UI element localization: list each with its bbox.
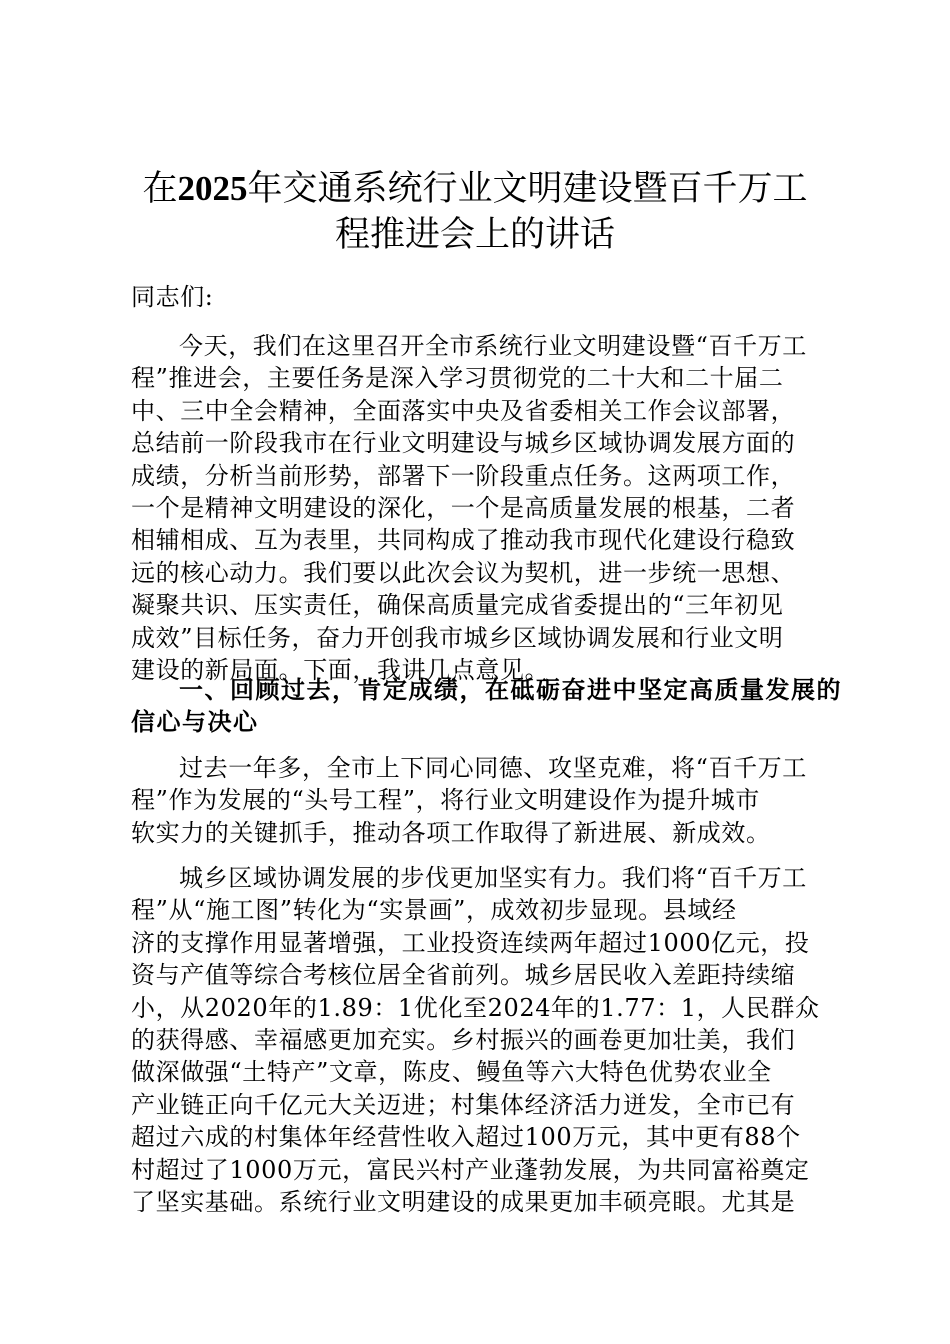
text-line: 小，从2020年的1.89：1优化至2024年的1.77：1，人民群众 [131,993,820,1022]
text-line: 城乡区域协调发展的步伐更加坚实有力。我们将“百千万工 [179,864,807,892]
title-rest: 年交通系统行业文明建设暨百千万工 [247,169,808,209]
text-line: 建设的新局面。下面，我讲几点意见。 [131,656,550,685]
text-line: 一个是精神文明建设的深化，一个是高质量发展的根基，二者 [131,494,796,523]
text-line: 程”推进会，主要任务是深入学习贯彻党的二十大和二十届二 [131,364,784,393]
title-line-1 [120,166,830,212]
text-line: 相辅相成、互为表里，共同构成了推动我市现代化建设行稳致 [131,526,796,555]
text-line: 的获得感、幸福感更加充实。乡村振兴的画卷更加壮美，我们 [131,1026,796,1055]
text-line: 超过六成的村集体年经营性收入超过100万元，其中更有88个 [131,1123,801,1152]
paragraph-intro [131,330,826,686]
text-line: 资与产值等综合考核位居全省前列。城乡居民收入差距持续缩 [131,961,796,990]
text-line: 了坚实基础。系统行业文明建设的成果更加丰硕亮眼。尤其是 [131,1188,796,1217]
text-line: 远的核心动力。我们要以此次会议为契机，进一步统一思想、 [131,558,796,587]
text-line: 过去一年多，全市上下同心同德、攻坚克难，将“百千万工 [179,754,807,782]
text-line: 今天，我们在这里召开全市系统行业文明建设暨“百千万工 [179,332,807,360]
text-line: 程”从“施工图”转化为“实景画”，成效初步显现。县域经 [131,896,737,925]
title-year: 2025 [177,169,248,208]
text-line: 程”作为发展的“头号工程”，将行业文明建设作为提升城市 [131,786,761,815]
text-line: 村超过了1000万元，富民兴村产业蓬勃发展，为共同富裕奠定 [131,1155,810,1184]
text-line: 做深做强“土特产”文章，陈皮、鳗鱼等六大特色优势农业全 [131,1058,772,1087]
title-line-2: 程推进会上的讲话 [334,215,615,255]
text-line: 中、三中全会精神，全面落实中央及省委相关工作会议部署， [131,396,796,425]
heading-line: 一、回顾过去，肯定成绩，在砥砺奋进中坚定高质量发展的 [179,676,842,704]
section-heading-1 [131,674,842,739]
heading-line: 信心与决心 [131,708,259,737]
paragraph-achievements [131,862,826,1218]
paragraph-review [131,752,826,849]
salutation: 同志们: [131,283,214,311]
text-line: 凝聚共识、压实责任，确保高质量完成省委提出的“三年初见 [131,591,784,620]
text-line: 产业链正向千亿元大关迈进；村集体经济活力迸发，全市已有 [131,1090,796,1119]
text-line: 济的支撑作用显著增强，工业投资连续两年超过1000亿元，投 [131,928,810,957]
document-title [120,166,830,258]
title-prefix: 在 [142,169,178,209]
text-line: 总结前一阶段我市在行业文明建设与城乡区域协调发展方面的 [131,429,796,458]
text-line: 成绩，分析当前形势，部署下一阶段重点任务。这两项工作， [131,461,796,490]
text-line: 成效”目标任务，奋力开创我市城乡区域协调发展和行业文明 [131,623,784,652]
text-line: 软实力的关键抓手，推动各项工作取得了新进展、新成效。 [131,818,771,847]
